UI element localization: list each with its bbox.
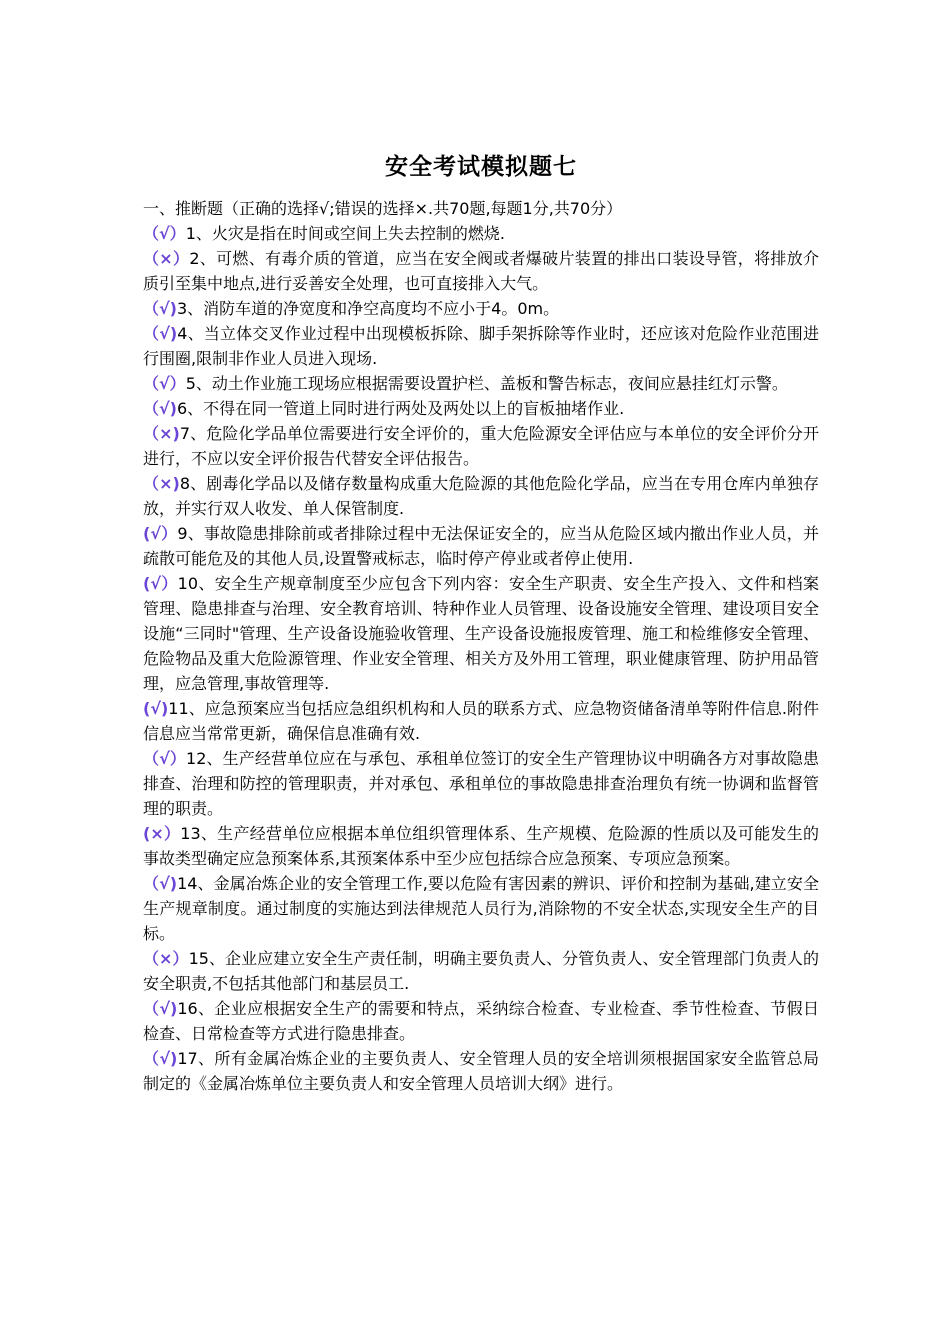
question-item (143, 371, 819, 396)
question-item (143, 1046, 819, 1096)
answer-mark: （√) (143, 999, 178, 1018)
question-item (143, 871, 819, 946)
answer-mark: （×) (143, 474, 180, 493)
question-text: 1、火灾是指在时间或空间上失去控制的燃烧. (185, 224, 505, 243)
question-item (143, 396, 819, 421)
question-text: 7、危险化学品单位需要进行安全评价的，重大危险源安全评估应与本单位的安全评价分开进行，不应以安全评价报告代替安全评估报告。 (143, 424, 819, 468)
question-item (143, 221, 819, 246)
question-text: 6、不得在同一管道上同时进行两处及两处以上的盲板抽堵作业. (177, 399, 625, 418)
question-list (143, 221, 819, 1096)
question-text: 10、安全生产规章制度至少应包含下列内容：安全生产职责、安全生产投入、文件和档案管理、隐患排查与治理、安全教育培训、特种作业人员管理、设备设施安全管理、建设项目安全设施“三同时"管理、生产设备设施验收管理、生产设备设施报废管理、施工和检维修安全管理、危险物品及重大危险源管理、作业安全管理、相关方及外用工管理，职业健康管理、防护用品管理，应急管理,事故管理等. (143, 574, 819, 693)
question-text: 16、企业应根据安全生产的需要和特点，采纳综合检查、专业检查、季节性检查、节假日检查、日常检查等方式进行隐患排查。 (143, 999, 819, 1043)
question-text: 14、金属冶炼企业的安全管理工作,要以危险有害因素的辨识、评价和控制为基础,建立安全生产规章制度。通过制度的实施达到法律规范人员行为,消除物的不安全状态,实现安全生产的目标。 (143, 874, 819, 943)
answer-mark: （√) (143, 399, 177, 418)
answer-mark: （×） (143, 249, 190, 268)
question-item (143, 746, 819, 821)
answer-mark: （√) (143, 1049, 178, 1068)
question-item (143, 821, 819, 871)
question-item (143, 471, 819, 521)
question-text: 9、事故隐患排除前或者排除过程中无法保证安全的，应当从危险区域内撤出作业人员，并疏散可能危及的其他人员,设置警戒标志，临时停产停业或者停止使用. (143, 524, 819, 568)
answer-mark: （×） (143, 949, 189, 968)
question-text: 17、所有金属冶炼企业的主要负责人、安全管理人员的安全培训须根据国家安全监管总局制定的《金属冶炼单位主要负责人和安全管理人员培训大纲》进行。 (143, 1049, 819, 1093)
question-item (143, 246, 819, 296)
question-item (143, 421, 819, 471)
question-text: 2、可燃、有毒介质的管道，应当在安全阀或者爆破片装置的排出口装设导管，将排放介质引至集中地点,进行妥善安全处理，也可直接排入大气。 (143, 249, 819, 293)
answer-mark: （√） (143, 224, 186, 243)
answer-mark: (√） (143, 524, 178, 543)
answer-mark: (√） (143, 574, 178, 593)
question-text: 12、生产经营单位应在与承包、承租单位签订的安全生产管理协议中明确各方对事故隐患排查、治理和防控的管理职责，并对承包、承租单位的事故隐患排查治理负有统一协调和监督管理的职责。 (143, 749, 819, 818)
answer-mark: （√) (143, 874, 178, 893)
question-item (143, 571, 819, 696)
answer-mark: (×） (143, 824, 181, 843)
question-item (143, 946, 819, 996)
answer-mark: （√) (143, 299, 177, 318)
question-item (143, 296, 819, 321)
question-text: 15、企业应建立安全生产责任制，明确主要负责人、分管负责人、安全管理部门负责人的安全职责,不包括其他部门和基层员工. (143, 949, 819, 993)
answer-mark: （×) (143, 424, 180, 443)
answer-mark: （√) (143, 324, 178, 343)
question-text: 5、动土作业施工现场应根据需要设置护栏、盖板和警告标志，夜间应悬挂红灯示警。 (185, 374, 788, 393)
answer-mark: (√) (143, 699, 169, 718)
answer-mark: （√） (143, 374, 186, 393)
question-text: 3、消防车道的净宽度和净空高度均不应小于4。0m。 (177, 299, 560, 318)
question-text: 8、剧毒化学品以及储存数量构成重大危险源的其他危险化学品，应当在专用仓库内单独存放，并实行双人收发、单人保管制度. (143, 474, 819, 518)
question-text: 4、当立体交叉作业过程中出现模板拆除、脚手架拆除等作业时，还应该对危险作业范围进行围圈,限制非作业人员进入现场. (143, 324, 819, 368)
document-title: 安全考试模拟题七 (385, 154, 577, 180)
question-item (143, 321, 819, 371)
document-page (143, 152, 819, 1096)
question-text: 11、应急预案应当包括应急组织机构和人员的联系方式、应急物资储备清单等附件信息.附件信息应当常常更新，确保信息准确有效. (143, 699, 819, 743)
question-text: 13、生产经营单位应根据本单位组织管理体系、生产规模、危险源的性质以及可能发生的事故类型确定应急预案体系,其预案体系中至少应包括综合应急预案、专项应急预案。 (143, 824, 819, 868)
answer-mark: （√） (143, 749, 187, 768)
question-item (143, 996, 819, 1046)
section-heading: 一、推断题（正确的选择√;错误的选择×.共70题,每题1分,共70分） (143, 199, 623, 218)
question-item (143, 521, 819, 571)
question-item (143, 696, 819, 746)
